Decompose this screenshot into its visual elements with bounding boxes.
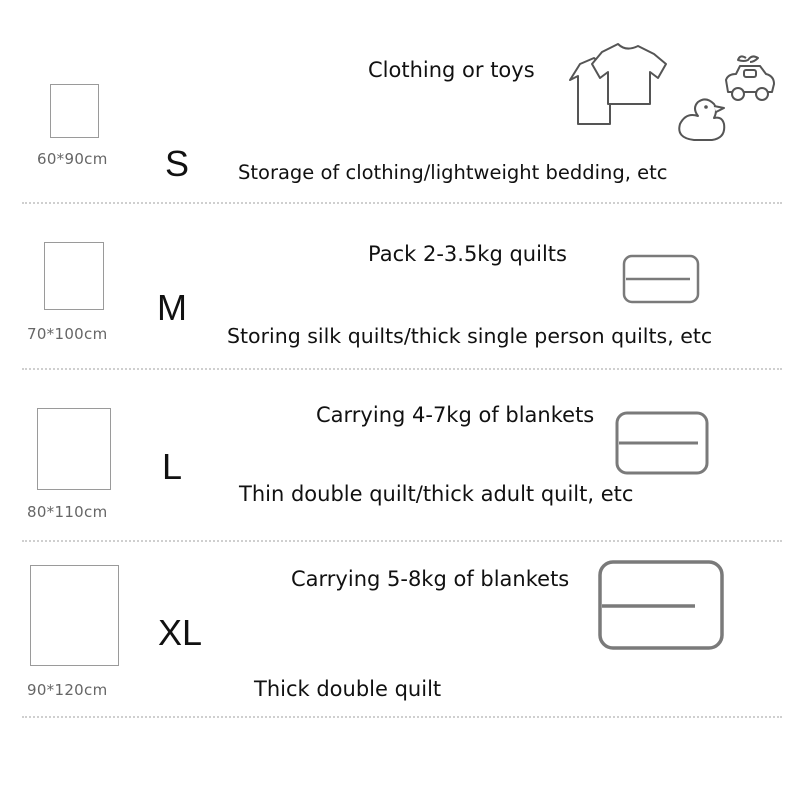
bag-size-swatch <box>44 242 104 310</box>
bag-dimensions: 60*90cm <box>37 150 108 168</box>
usage-text: Storage of clothing/lightweight bedding, etc <box>238 161 668 184</box>
usage-text: Storing silk quilts/thick single person quilts, etc <box>227 324 713 348</box>
toy-car-icon <box>722 52 778 106</box>
size-label: XL <box>158 612 203 653</box>
row-separator <box>22 716 782 718</box>
row-separator <box>22 202 782 204</box>
tshirt-icon <box>562 42 674 130</box>
capacity-text: Clothing or toys <box>368 58 535 82</box>
row-separator <box>22 368 782 370</box>
size-label: S <box>165 143 190 184</box>
bag-dimensions: 90*120cm <box>27 681 108 699</box>
row-separator <box>22 540 782 542</box>
folded-quilt-icon <box>614 410 710 476</box>
folded-quilt-icon <box>622 254 700 304</box>
size-label: M <box>157 287 187 328</box>
bag-dimensions: 80*110cm <box>27 503 108 521</box>
bag-size-swatch <box>30 565 119 666</box>
size-label: L <box>162 446 183 487</box>
folded-quilt-icon <box>597 559 725 651</box>
capacity-text: Carrying 5-8kg of blankets <box>291 567 570 591</box>
bag-size-swatch <box>50 84 99 138</box>
usage-text: Thick double quilt <box>254 677 442 701</box>
capacity-text: Pack 2-3.5kg quilts <box>368 242 567 266</box>
usage-text: Thin double quilt/thick adult quilt, etc <box>239 482 634 506</box>
bag-dimensions: 70*100cm <box>27 325 108 343</box>
capacity-text: Carrying 4-7kg of blankets <box>316 403 595 427</box>
bag-size-swatch <box>37 408 111 490</box>
